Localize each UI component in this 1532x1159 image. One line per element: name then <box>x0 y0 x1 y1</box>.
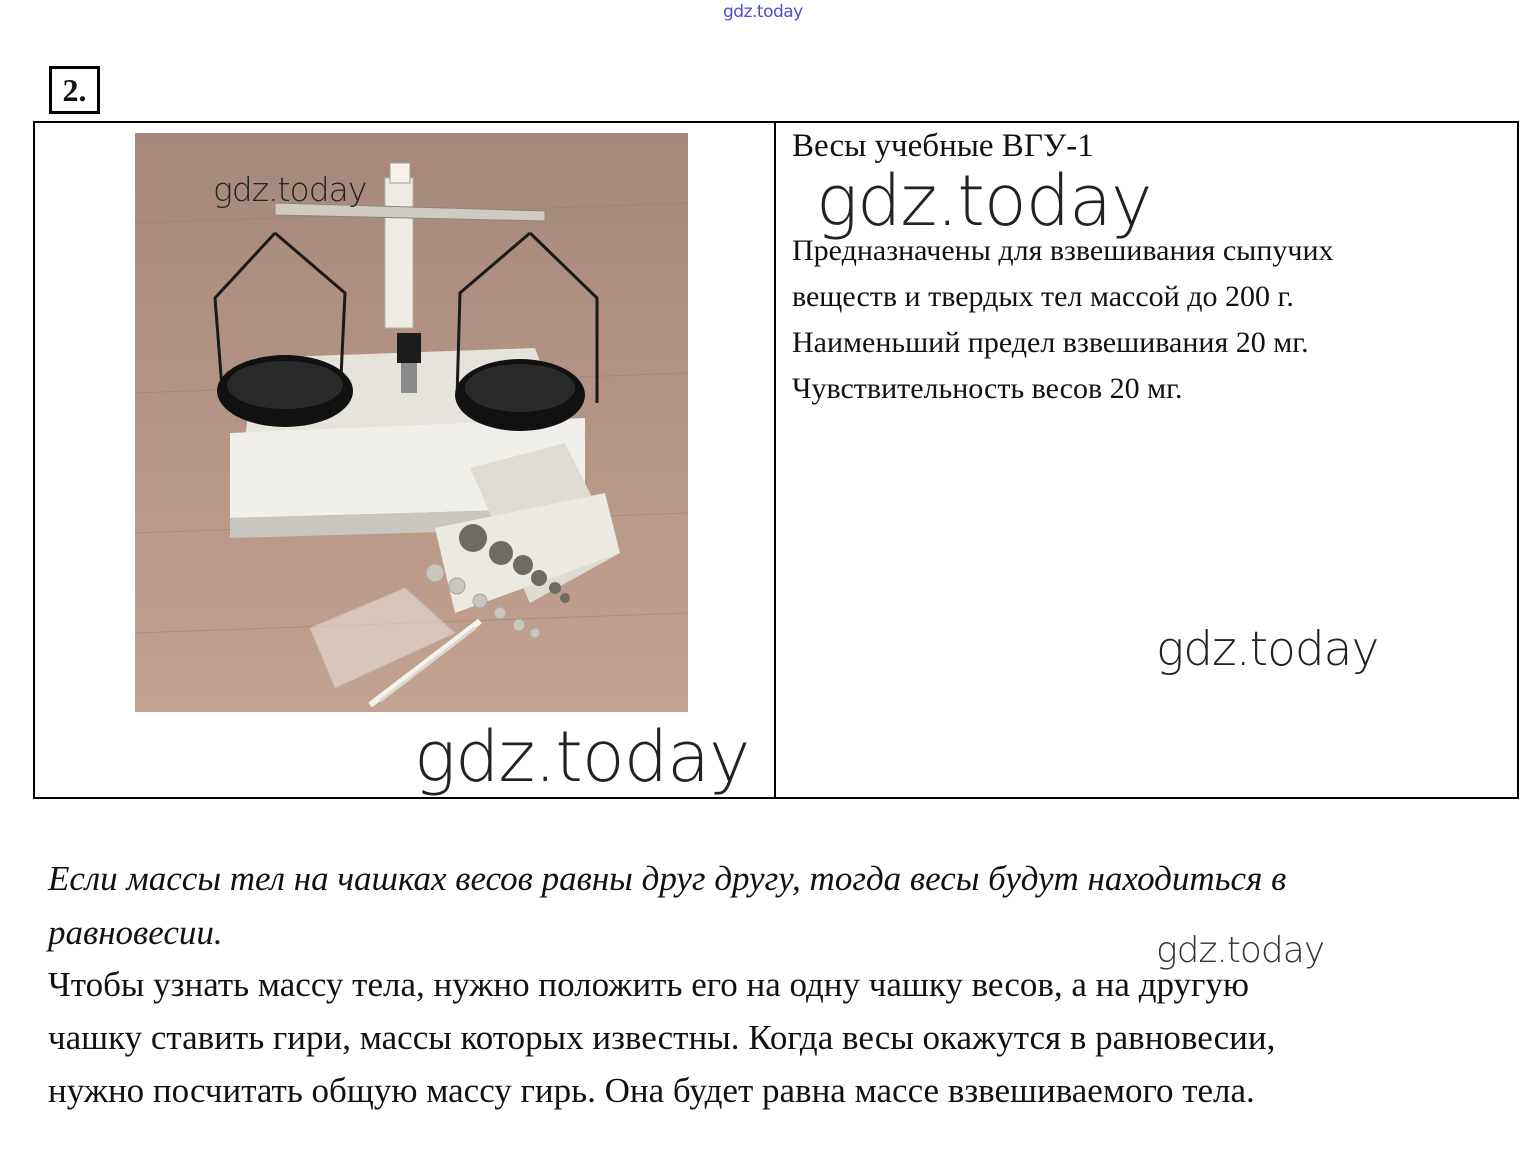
watermark-right: gdz.today <box>1156 622 1379 677</box>
watermark-large: gdz.today <box>816 160 1152 242</box>
answer-italic-line: равновесии. <box>48 913 223 952</box>
description-line: веществ и твердых тел массой до 200 г. <box>792 280 1294 313</box>
device-description <box>792 228 1492 412</box>
answer-line: чашку ставить гири, массы которых известны. Когда весы окажутся в равновесии, <box>48 1018 1276 1057</box>
answer-line: Чтобы узнать массу тела, нужно положить его на одну чашку весов, а на другую <box>48 965 1250 1004</box>
description-line: Наименьший предел взвешивания 20 мг. <box>792 326 1309 359</box>
answer-italic-line: Если массы тел на чашках весов равны друг другу, тогда весы будут находиться в <box>48 859 1287 898</box>
answer-watermark: gdz.today <box>1156 930 1325 971</box>
device-title: Весы учебные ВГУ-1 <box>792 128 1094 164</box>
answer-text <box>48 958 1488 1117</box>
description-line: Чувствительность весов 20 мг. <box>792 372 1183 405</box>
table-divider <box>774 121 776 799</box>
balance-scale-photo <box>135 133 688 712</box>
description-line: Предназначены для взвешивания сыпучих <box>792 234 1334 267</box>
answer-line: нужно посчитать общую массу гирь. Она будет равна массе взвешиваемого тела. <box>48 1071 1255 1110</box>
watermark-bottom: gdz.today <box>414 716 750 798</box>
top-watermark: gdz.today <box>723 2 803 22</box>
task-number: 2. <box>49 66 100 114</box>
photo-watermark: gdz.today <box>213 170 367 209</box>
